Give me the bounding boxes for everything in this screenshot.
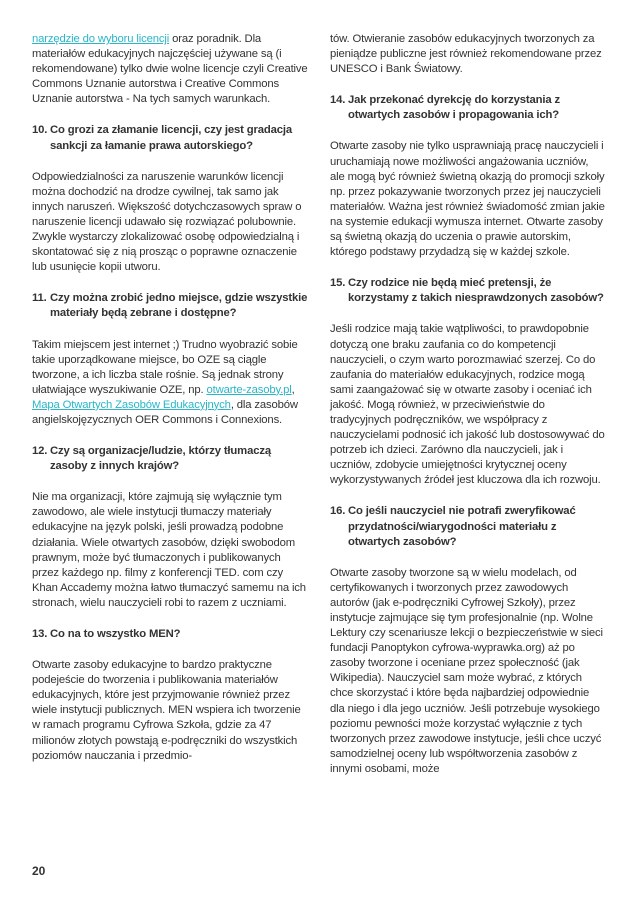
answer-15: Jeśli rodzice mają takie wątpliwości, to prawdopobnie dotyczą one braku zaufania co do kompetencji nauczycieli, o czym warto porozmawiać szerzej. Co do zaufania do materiałów edukacyjnych, rodzice mogą sami zaangażować się w otwarte zasoby i oceniać ich jakość. Mogą również, w przeciwieństwie do tradycyjnych podręczników, we współpracy z nauczycielami podnosić ich jakość lub dostosowywać do potrzeb ich dzieci. Zarówno dla nauczycieli, jak i uczniów, zdobycie umiejętności krytycznej oceny wykorzystywanych źródeł jest kluczowa dla ich rozwoju. <box>330 323 605 487</box>
question-15 <box>330 276 606 306</box>
answer-10: Odpowiedzialności za naruszenie warunków licencji można dochodzić na drodze cywilnej, tak samo jak innych naruszeń. Większość dotychczasowych spraw o naruszenie licencji udawało się rozwiązać polubownie. Zwykle wystarczy zlokalizować osobę odpowiedzialną i skontatować się z nią prosząc o poprawne oznaczenie lub usunięcie kopii utworu. <box>32 170 302 274</box>
left-column <box>32 32 308 780</box>
question-number: 13. <box>32 628 48 640</box>
question-text: Jak przekonać dyrekcję do korzystania z otwartych zasobów i propagowania ich? <box>348 94 561 122</box>
continuation-paragraph: tów. Otwieranie zasobów edukacyjnych tworzonych za pieniądze publiczne jest również rekomendowane przez UNESCO i Bank Światowy. <box>330 33 602 76</box>
page-number: 20 <box>32 864 46 878</box>
question-number: 16. <box>330 505 346 518</box>
right-column <box>330 32 606 793</box>
otwarte-zasoby-link[interactable]: otwarte-zasoby.pl <box>206 383 292 396</box>
answer-11-separator: , <box>291 383 295 396</box>
question-11 <box>32 291 308 321</box>
question-10 <box>32 123 308 153</box>
license-tool-link[interactable]: narzędzie do wyboru licencji <box>32 33 170 45</box>
question-text: Co grozi za złamanie licencji, czy jest gradacja sankcji za łamanie prawa autorskiego? <box>50 124 293 152</box>
answer-11 <box>32 338 308 429</box>
question-number: 12. <box>32 445 48 458</box>
question-number: 15. <box>330 277 346 290</box>
answer-16: Otwarte zasoby tworzone są w wielu modelach, od certyfikowanych i tworzonych przez zawodowych autorów (jak e-podręczniki Cyfrowej Szkoły), przez instytucje zajmujące się tym profesjonalnie (np. Wolne Lektury czy scenariusze lekcji o bezpieczeństwie w sieci fundacji Panoptykon cyfrowa-wyprawka.org) aż po zasoby tworzone i oceniane przez społeczność (jak Wikipedia). Nauczyciel sam może wybrać, z których chce skorzystać i które będa najbardziej odpowiednie dla niego i dla jego uczniów. Jeśli potrzebuje wysokiego poziomu pewności może korzystać wyłącznie z tych tworzonych przez zawodowe instytucje, jeśli chce uczyć samodzielnej oceny lub współtworzenia zasobów z innymi osobami, może <box>330 566 603 775</box>
answer-11-text-a: Takim miejscem jest internet ;) Trudno wyobrazić sobie takie uporządkowane miejsce, bo OZE są ciągle tworzone, a ich liczba stale rośnie. Są jednak strony ułatwiające wyszukiwanie OZE, np. <box>32 338 298 396</box>
intro-text: oraz poradnik. Dla materiałów edukacyjnych najczęściej używane są (i rekomendowane) tylko dwie wolne licencje czyli Creative Commons Uznanie autorstwa i Creative Commons Uznanie autorstwa - Na tych samych warunkach. <box>32 33 308 106</box>
question-number: 11. <box>32 292 47 305</box>
oer-map-link[interactable]: Mapa Otwartych Zasobów Edukacyjnych <box>32 398 231 411</box>
question-text: Co na to wszystko MEN? <box>50 628 181 640</box>
answer-11-text-b: , dla zasobów angielskojęzycznych OER Commons i Connexions. <box>32 398 298 426</box>
question-number: 14. <box>330 94 346 107</box>
answer-12: Nie ma organizacji, które zajmują się wyłącznie tym zawodowo, ale wiele instytucji tłumaczy materiały edukacyjne na język polski, jeśli prowadzą podobne działania. Wiele otwartych zasobów, dzięki swobodom prawnym, może być tłumaczonych i publikowanych przez każdego np. filmy z konferencji TED. com czy Khan Accademy można łatwo tłumaczyć samemu na ich stronach, wielu nauczycieli robi to razem z uczniami. <box>32 491 306 609</box>
question-12 <box>32 444 308 474</box>
question-text: Czy rodzice nie będą mieć pretensji, że korzystamy z takich niesprawdzonych zasobów? <box>348 277 604 305</box>
question-number: 10. <box>32 124 48 137</box>
question-16 <box>330 504 606 549</box>
question-text: Co jeśli nauczyciel nie potrafi zweryfikować przydatności/wiarygodności materiału z otwartych zasobów? <box>348 505 576 548</box>
intro-paragraph <box>32 32 308 107</box>
answer-13: Otwarte zasoby edukacyjne to bardzo praktyczne podejeście do tworzenia i publikowania materiałów edukacyjnych, które jest przyjmowanie również przez wiele instytucji publicznych. MEN wspiera ich tworzenie w ramach programu Cyfrowa Szkoła, gdzie za 47 milionów złotych powstają e-podręczniki do wszystkich poziomów nauczania i przedmio- <box>32 659 301 762</box>
question-14 <box>330 93 606 123</box>
question-text: Czy można zrobić jedno miejsce, gdzie wszystkie materiały będą zebrane i dostępne? <box>50 292 308 320</box>
question-13 <box>32 627 308 642</box>
answer-14: Otwarte zasoby nie tylko usprawniają pracę nauczycieli i uruchamiają nowe możliwości angażowania uczniów, ale mogą być również świetną okazją do promocji szkoły np. przez pokazywanie tworzonych przez jej nauczycieli materiałów. Ważna jest również świadomość zmian jakie na systemie edukacji wymusza internet. Otwarte zasoby są świetną okazją do uczenia o prawie autorskim, którego podstawy przydadzą się w każdej szkole. <box>330 140 605 259</box>
question-text: Czy są organizacje/ludzie, którzy tłumaczą zasoby z innych krajów? <box>50 445 271 473</box>
